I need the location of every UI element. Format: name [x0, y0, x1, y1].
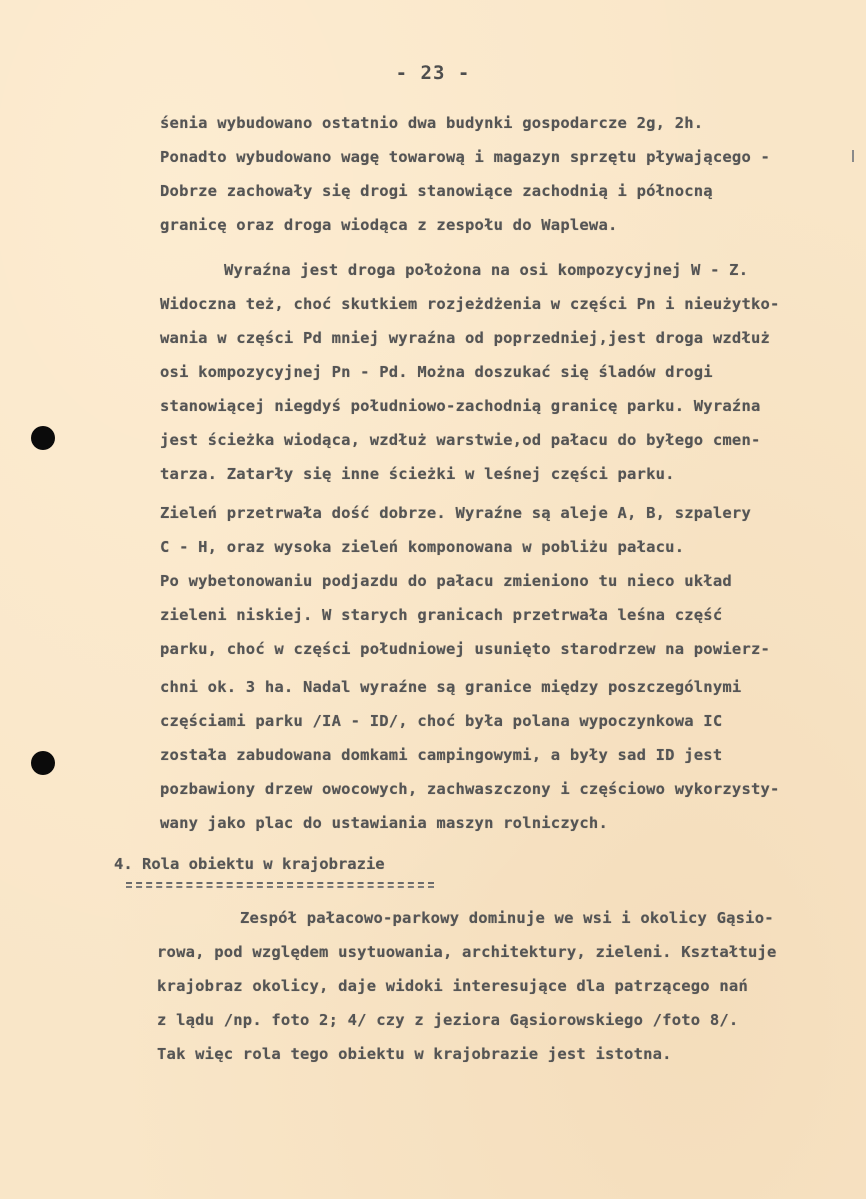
text-line: C - H, oraz wysoka zieleń komponowana w pobliżu pałacu. [160, 538, 685, 556]
text-line: osi kompozycyjnej Pn - Pd. Można doszukać się śladów drogi [160, 363, 713, 381]
text-line: Widoczna też, choć skutkiem rozjeżdżenia w części Pn i nieużytko- [160, 295, 780, 313]
text-line: parku, choć w części południowej usunięto starodrzew na powierz- [160, 640, 771, 658]
binder-hole [31, 426, 55, 450]
text-line: częściami parku /IA - ID/, choć była polana wypoczynkowa IC [160, 712, 723, 730]
text-line: Tak więc rola tego obiektu w krajobrazie jest istotna. [157, 1045, 672, 1063]
text-line: stanowiącej niegdyś południowo-zachodnią granicę parku. Wyraźna [160, 397, 761, 415]
text-line: wania w części Pd mniej wyraźna od poprzedniej,jest droga wzdłuż [160, 329, 771, 347]
text-line: chni ok. 3 ha. Nadal wyraźne są granice między poszczególnymi [160, 678, 742, 696]
page-number: - 23 - [395, 62, 471, 84]
text-line: Zieleń przetrwała dość dobrze. Wyraźne są aleje A, B, szpalery [160, 504, 751, 522]
text-line: śenia wybudowano ostatnio dwa budynki gospodarcze 2g, 2h. [160, 114, 704, 132]
text-line: Zespół pałacowo-parkowy dominuje we wsi i okolicy Gąsio- [240, 909, 774, 927]
heading-underline [126, 886, 434, 888]
text-line: Po wybetonowaniu podjazdu do pałacu zmieniono tu nieco układ [160, 572, 732, 590]
text-line: Ponadto wybudowano wagę towarową i magazyn sprzętu pływającego - [160, 148, 771, 166]
text-line: wany jako plac do ustawiania maszyn rolniczych. [160, 814, 608, 832]
section-heading: 4. Rola obiektu w krajobrazie [114, 855, 385, 873]
text-line: z lądu /np. foto 2; 4/ czy z jeziora Gąsiorowskiego /foto 8/. [157, 1011, 739, 1029]
text-line: pozbawiony drzew owocowych, zachwaszczony i częściowo wykorzysty- [160, 780, 780, 798]
text-line: Wyraźna jest droga położona na osi kompozycyjnej W - Z. [224, 261, 749, 279]
text-line: tarza. Zatarły się inne ścieżki w leśnej części parku. [160, 465, 675, 483]
text-line: granicę oraz droga wiodąca z zespołu do Waplewa. [160, 216, 618, 234]
text-line: krajobraz okolicy, daje widoki interesujące dla patrzącego nań [157, 977, 748, 995]
heading-underline [126, 882, 434, 884]
margin-mark [852, 150, 854, 162]
binder-hole [31, 751, 55, 775]
text-line: rowa, pod względem usytuowania, architektury, zieleni. Kształtuje [157, 943, 777, 961]
text-line: Dobrze zachowały się drogi stanowiące zachodnią i północną [160, 182, 713, 200]
text-line: zieleni niskiej. W starych granicach przetrwała leśna część [160, 606, 723, 624]
text-line: została zabudowana domkami campingowymi, a były sad ID jest [160, 746, 723, 764]
text-line: jest ścieżka wiodąca, wzdłuż warstwie,od pałacu do byłego cmen- [160, 431, 761, 449]
